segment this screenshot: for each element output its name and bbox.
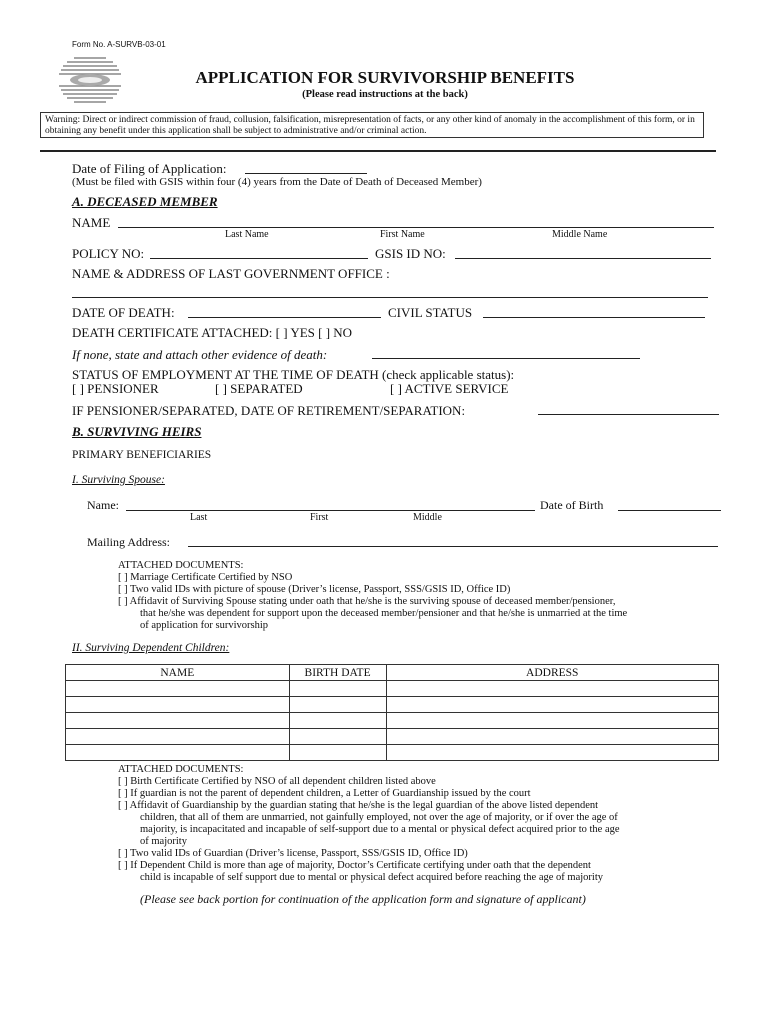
children-doc-birth-cert[interactable]: [ ] Birth Certificate Certified by NSO of all dependent children listed above [118,776,436,787]
office-label: NAME & ADDRESS OF LAST GOVERNMENT OFFICE : [72,266,390,281]
filing-note: (Must be filed with GSIS within four (4) years from the Date of Death of Deceased Member) [72,176,482,188]
spouse-first-caption: First [310,512,329,523]
mailing-address-label: Mailing Address: [87,535,170,549]
office-field[interactable] [72,297,708,298]
filing-date-field[interactable] [245,173,367,174]
mailing-address-field[interactable] [188,546,718,547]
spouse-doc-affidavit-cont: that he/she was dependent for support upon the deceased member/pensioner and that he/she is unmarried at the time [140,608,628,619]
civil-status-label: CIVIL STATUS [388,305,473,320]
date-of-death-field[interactable] [188,317,381,318]
middle-name-caption: Middle Name [552,229,608,240]
section-a-heading: A. DECEASED MEMBER [72,194,218,209]
children-doc-affidavit-cont3: of majority [140,836,187,847]
warning-box: Warning: Direct or indirect commission of fraud, collusion, falsification, misrepresentation of facts, or any other kind of anomaly in the accomplishment of this form, or in obtaining any benefit under this application shall be subject to administrative and/or criminal action. [40,112,704,138]
spouse-dob-label: Date of Birth [540,498,604,512]
death-certificate-checkboxes[interactable]: DEATH CERTIFICATE ATTACHED: [ ] YES [ ] NO [72,325,353,340]
table-row[interactable] [66,745,719,761]
pensioner-checkbox[interactable]: [ ] PENSIONER [72,381,159,396]
name-label: NAME [72,215,111,230]
first-name-caption: First Name [380,229,425,240]
policy-no-field[interactable] [150,258,368,259]
divider [40,150,716,152]
spouse-doc-affidavit-cont2: of application for survivorship [140,620,269,631]
column-header-birth-date: BIRTH DATE [289,665,386,681]
table-row[interactable] [66,729,719,745]
spouse-doc-marriage-cert[interactable]: [ ] Marriage Certificate Certified by NSO [118,572,293,583]
retirement-date-label: IF PENSIONER/SEPARATED, DATE OF RETIREMENT/SEPARATION: [72,403,466,418]
spouse-last-caption: Last [190,512,208,523]
children-heading: II. Surviving Dependent Children: [72,642,230,654]
children-doc-affidavit-cont: children, that all of them are unmarried, not gainfully employed, not over the age of majority, or if over the age of [140,812,618,823]
form-number: Form No. A-SURVB-03-01 [72,40,166,49]
policy-no-label: POLICY NO: [72,246,145,261]
active-service-checkbox[interactable]: [ ] ACTIVE SERVICE [390,381,509,396]
children-doc-guardianship-affidavit[interactable]: [ ] Affidavit of Guardianship by the guardian stating that he/she is the legal guardian of the above listed dependent [118,800,599,811]
children-doc-doctor-cert[interactable]: [ ] If Dependent Child is more than age of majority, Doctor’s Certificate certifying under oath that the dependent [118,860,591,871]
spouse-dob-field[interactable] [618,510,721,511]
retirement-date-field[interactable] [538,414,719,415]
other-evidence-field[interactable] [372,358,640,359]
continuation-note: (Please see back portion for continuation of the application form and signature of applicant) [140,892,586,906]
gsis-id-field[interactable] [455,258,711,259]
table-row[interactable] [66,697,719,713]
spouse-documents-list [118,560,627,632]
date-of-death-label: DATE OF DEATH: [72,305,175,320]
table-header-row [66,665,719,681]
spouse-middle-caption: Middle [413,512,442,523]
children-table [65,664,719,761]
form-subtitle: (Please read instructions at the back) [302,89,468,100]
other-evidence-label: If none, state and attach other evidence of death: [72,347,328,362]
primary-beneficiaries-label: PRIMARY BENEFICIARIES [72,449,212,461]
deceased-name-field[interactable] [118,227,714,228]
children-doc-affidavit-cont2: majority, is incapacitated and incapable of self-support due to a mental or physical defect acquired prior to the age [140,824,620,835]
spouse-name-label: Name: [87,498,119,512]
spouse-docs-heading: ATTACHED DOCUMENTS: [118,560,244,571]
children-doc-doctor-cert-cont: child is incapable of self support due to mental or physical defect acquired before reaching the age of majority [140,872,603,883]
spouse-name-field[interactable] [126,510,535,511]
last-name-caption: Last Name [225,229,269,240]
children-documents-list [118,764,620,884]
filing-date-label: Date of Filing of Application: [72,161,227,176]
separated-checkbox[interactable]: [ ] SEPARATED [215,381,303,396]
column-header-name: NAME [66,665,290,681]
gsis-id-label: GSIS ID NO: [375,246,446,261]
civil-status-field[interactable] [483,317,705,318]
spouse-doc-affidavit[interactable]: [ ] Affidavit of Surviving Spouse stating under oath that he/she is the surviving spouse of deceased member/pensioner, [118,596,616,607]
section-b-heading: B. SURVIVING HEIRS [72,424,202,439]
surviving-spouse-heading: I. Surviving Spouse: [72,474,165,486]
spouse-doc-valid-ids[interactable]: [ ] Two valid IDs with picture of spouse (Driver’s license, Passport, SSS/GSIS ID, Office ID) [118,584,511,595]
form-title: APPLICATION FOR SURVIVORSHIP BENEFITS [195,68,575,87]
children-doc-guardian-ids[interactable]: [ ] Two valid IDs of Guardian (Driver’s license, Passport, SSS/GSIS ID, Office ID) [118,848,468,859]
column-header-address: ADDRESS [386,665,718,681]
table-row[interactable] [66,713,719,729]
children-docs-heading: ATTACHED DOCUMENTS: [118,764,244,775]
employment-status-label: STATUS OF EMPLOYMENT AT THE TIME OF DEATH (check applicable status): [72,367,515,382]
table-row[interactable] [66,681,719,697]
children-doc-guardianship-letter[interactable]: [ ] If guardian is not the parent of dependent children, a Letter of Guardianship issued by the court [118,788,531,799]
